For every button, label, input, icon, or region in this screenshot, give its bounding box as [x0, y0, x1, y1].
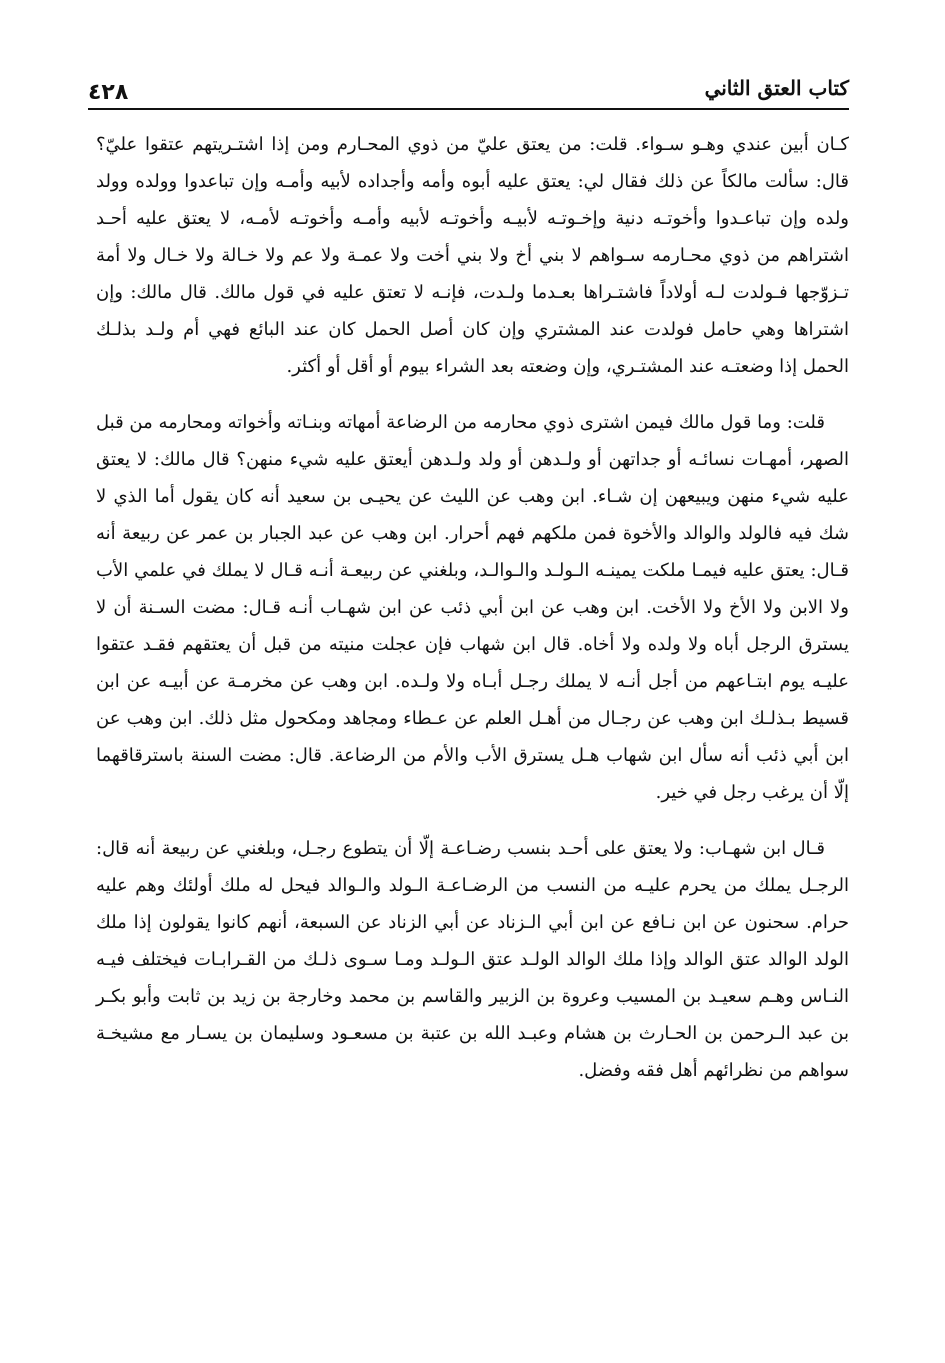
- paragraph: كـان أبين عندي وهـو سـواء. قلت: من يعتق عليّ من ذوي المحـارم ومن إذا اشتـريتهم عتقوا عليّ؟ قال: سألت مالكاً عن ذلك فقال لي: يعتق عليه أبوه وأمه وأجداده لأبيه وأمـه وإن تباعدوا وولده وولد ولده وإن تباعـدوا وأخوتـه دنية وإخـوتـه لأبيـه وأخوتـه لأبيه وأمـه وأخوتـه لأمـه، لا يعتق عليه أحـد اشتراهم من ذوي محـارمه سـواهم لا بني أخ ولا بني أخت ولا عمـة ولا عم ولا خـالة ولا خـال ولا أمة تـزوّجها فـولدت لـه أولاداً فاشتـراها بعـدما ولـدت، فإنـه لا تعتق عليه في قول مالك. قال مالك: وإن اشتراها وهي حامل فولدت عند المشتري وإن كان أصل الحمل كان عند البائع فهي أم ولـد بذلـك الحمل إذا وضعتـه عند المشتـري، وإن وضعته بعد الشراء بيوم أو أقل أو أكثر.: [96, 134, 849, 377]
- paragraph: قـال ابن شهـاب: ولا يعتق على أحـد بنسب رضـاعـة إلّا أن يتطوع رجـل، وبلغني عن ربيعة أنه قال: الرجـل يملك من يحرم عليـه من النسب من الرضـاعـة الـولد والـوالد فيحل له ملك أولئك وهم عليه حرام. سحنون عن ابن نـافع عن ابن أبي الـزناد عن أبي الزناد عن السبعة، أنهم كانوا يقولون إذا ملك الولد الوالد عتق الوالد وإذا ملك الوالد الولـد عتق الـولـد ومـا سـوى ذلـك من القـرابـات فيختلف فيـه النـاس وهـم سعيـد بن المسيب وعروة بن الزبير والقاسم بن محمد وخارجة بن زيد بن ثابت وأبو بكـر بن عبد الـرحمن بن الحـارث بن هشام وعبـد الله بن عتبة بن مسعـود وسليمان بن يسـار مع مشيخـة سواهم من نظرائهم أهل فقه وفضل.: [96, 838, 849, 1081]
- page-header: [88, 66, 849, 110]
- paragraph: قلت: وما قول مالك فيمن اشترى ذوي محارمه من الرضاعة أمهاته وبنـاته وأخواته ومحارمه من قبل الصهر، أمهـات نسائـه أو جداتهن أو ولـدهن أو ولد ولـدهن أيعتق عليه شيء منهن؟ قال مالك: لا يعتق عليه شيء منهن ويبيعهن إن شـاء. ابن وهب عن الليث عن يحيـى بن سعيد أنه كان يقول أما الذي لا شك فيه فالولد والوالد والأخوة فمن ملكهم فهم أحرار. ابن وهب عن عبد الجبار بن عمر عن ربيعة أنه قـال: يعتق عليه فيمـا ملكت يمينـه الـولـد والـوالـد، وبلغني عن ربيعـة أنـه قـال لا يملك في علمي الأب ولا الابن ولا الأخ ولا الأخت. ابن وهب عن ابن أبي ذئب عن ابن شهـاب أنـه قـال: مضت السـنة أن لا يسترق الرجل أباه ولا ولده ولا أخاه. قال ابن شهاب فإن عجلت منيته من قبل أن يعتقهم فقـد عتقوا عليـه يوم ابتـاعهم من أجل أنـه لا يملك رجـل أبـاه ولا ولـده. ابن وهب عن مخرمـة عن أبيـه عن ابن قسيط بـذلـك ابن وهب عن رجـال من أهـل العلم عن عـطاء ومجاهد ومكحول مثل ذلك. ابن وهب عن ابن أبي ذئب أنه سأل ابن شهاب هـل يسترق الأب والأم من الرضاعة. قال: مضت السنة باسترقاقهما إلّا أن يرغب رجل في خير.: [96, 412, 849, 803]
- page-number: ٤٢٨: [88, 80, 129, 105]
- body-text: [96, 126, 849, 1089]
- running-title: كتاب العتق الثاني: [704, 76, 849, 100]
